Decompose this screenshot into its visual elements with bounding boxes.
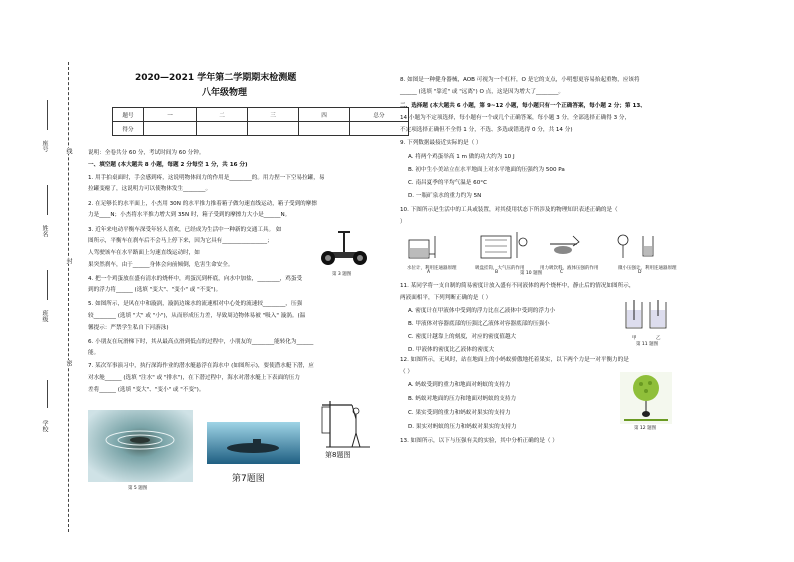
score-table-header: 四 xyxy=(299,108,350,122)
school-label: 学校 xyxy=(41,420,48,432)
q-line: 1. 用手拍桌面时，手会感到疼，这说明物体间力的作用是________的。用力捏一下空易拉罐，易 xyxy=(88,175,325,181)
q-line: 到的浮力将______ (选填 "变大"、"变小" 或 "不变")。 xyxy=(88,287,222,293)
q9-option: B. 初中生小美站立在水平地面上对水平地面的压强约为 500 Pa xyxy=(408,167,565,173)
q9-option: D. 一瓶矿泉水的重力约为 5N xyxy=(408,193,482,199)
q12-fig-caption: 第 12 题图 xyxy=(634,426,657,431)
q10-caption-d: 微小压强计，利用连通器原理 xyxy=(618,266,677,271)
instructions: 说明：全卷共分 60 分，考试时间为 60 分钟。 xyxy=(88,150,205,156)
fitness-device-figure xyxy=(318,393,374,451)
q12-option: B. 蚂蚁对地面的压力和地面对蚂蚁的支持力 xyxy=(408,396,517,402)
exam-title: 2020—2021 学年第二学期期末检测题 xyxy=(135,73,297,83)
q12-option: D. 果实对蚂蚁的压力和蚂蚁对果实的支持力 xyxy=(408,424,517,430)
seal-mi: 密 xyxy=(65,360,72,366)
q11-option: A. 密度计在甲液体中受到的浮力比在乙液体中受到的浮力小 xyxy=(408,308,556,314)
q-line: 3. 近年来电动平衡车深受年轻人喜欢，已经成为生活中一种新的交通工具。 如 xyxy=(88,227,282,233)
score-table xyxy=(112,107,409,136)
q-line: 4. 把一个鸡蛋放在盛有清水的烧杯中，鸡蛋沉到杯底，向水中加盐，________，鸡蛋受 xyxy=(88,276,303,282)
q-line: 对水舱______ (选填 "注水" 或 "排水")，在下潜过程中，海水对潜水艇上下表面的压力 xyxy=(88,375,300,381)
q11-label-jia: 甲 xyxy=(632,336,637,341)
q-line: 图所示，平衡车在刹车后不会马上停下来，因为它具有________________； xyxy=(88,238,273,244)
seal-xian: 线 xyxy=(65,148,72,154)
name-label: 姓名 xyxy=(41,225,48,237)
score-cell[interactable] xyxy=(144,122,197,136)
q8-line: 8. 如图是一种健身器械，AOB 可视为一个杠杆，O 是它的支点，小明想更容易抬起重物，应该将 xyxy=(400,77,640,83)
q11-option: D. 甲液体的密度比乙液体的密度大 xyxy=(408,347,495,353)
q10-letter-d: D xyxy=(638,270,642,275)
school-blank xyxy=(47,380,48,408)
q-line: 能。 xyxy=(88,350,100,356)
q10-fig-caption: 第 10 题图 xyxy=(520,271,543,276)
section2-heading: 14 小题为不定项选择，每小题有一个或几个正确答案，每小题 3 分，全部选择正确得 3 分， xyxy=(400,115,631,121)
score-table-header: 总分 xyxy=(350,108,409,122)
name-blank xyxy=(47,185,48,215)
q11-option: B. 甲液体对容器底部的压强比乙液体对容器底部的压强小 xyxy=(408,321,550,327)
q10-letter-a: A xyxy=(427,270,431,275)
q-line: 馨提示：严禁学生私自下河游泳) xyxy=(88,325,169,331)
q-line: 2. 在足够长的水平面上，小杰用 30N 的水平推力推着箱子做匀速直线运动，箱子受到的摩擦 xyxy=(88,201,317,207)
q12-stem: （ ） xyxy=(400,369,413,375)
q10-stem: 10. 下图所示是生活中的工具或装置，对其使用状态下所涉及的物理知识表述正确的是（ xyxy=(400,207,618,213)
q-line: 果突然刹车，由于______身体会向前倾倒，危害生命安全。 xyxy=(88,262,234,268)
density-meter-figure xyxy=(622,298,672,334)
q-line: 差将______ (选填 "变大"、"变小" 或 "不变")。 xyxy=(88,387,205,393)
q11-fig-caption: 第 11 题图 xyxy=(636,342,659,347)
q-line: 较________ (选填 "大" 或 "小")，从而形成压力差，导致周边物体易被 "吸入" 漩涡。(温 xyxy=(88,313,306,319)
q12-stem: 12. 如图所示，无风时，站在地面上的小蚂蚁骄傲地托着果实，以下两个力是一对平衡力的是 xyxy=(400,357,629,363)
score-table-header: 三 xyxy=(248,108,299,122)
q11-stem: 两液面相平，下列判断正确的是（ ） xyxy=(400,295,492,301)
q9-option: A. 将两个鸡蛋举高 1 m 做的功大约为 10 J xyxy=(408,154,515,160)
q11-stem: 11. 某同学将一支自制的简易密度计放入盛有不同液体的两个烧杯中，静止后的情况如图所示， xyxy=(400,283,635,289)
q-line: 5. 如图所示，是风在中和漩涡，漩涡边缘水的流速相对中心处的流速较________，压强 xyxy=(88,301,303,307)
q11-label-yi: 乙 xyxy=(656,336,661,341)
class-blank xyxy=(47,270,48,300)
section2-heading: 二、选择题 (本大题共 6 小题，第 9~12 小题，每小题只有一个正确答案，每小题 2 分；第 13、 xyxy=(400,103,646,109)
score-table-header: 二 xyxy=(197,108,248,122)
balance-scooter-figure xyxy=(318,228,368,270)
q-line: 7. 某次军事演习中，执行深海作业的潜水艇悬浮在海水中 (如图所示)，要使潜水艇下潜，应 xyxy=(88,363,314,369)
class-label: 班级 xyxy=(41,310,48,322)
q-line: 6. 小朋友在玩滑梯下时，其从最高点滑到低点的过程中，小朋友的________能转化为______ xyxy=(88,339,314,345)
score-cell[interactable] xyxy=(197,122,248,136)
seat-blank xyxy=(47,100,48,130)
fig8-caption: 第8题图 xyxy=(325,451,351,459)
q10-caption-a: 水位计，利用连通器原理 xyxy=(407,266,457,271)
q10-letter-c: C xyxy=(560,270,564,275)
binding-line xyxy=(68,62,69,532)
ant-fruit-figure xyxy=(620,372,672,424)
q9-stem: 9. 下列数据最接近实际的是（ ） xyxy=(400,140,482,146)
q-line: 人驾驶该车在水平路面上匀速直线运动时，如 xyxy=(88,250,200,256)
fig7-caption: 第7题图 xyxy=(232,474,265,484)
exam-subject: 八年级物理 xyxy=(202,88,248,98)
score-cell[interactable] xyxy=(248,122,299,136)
score-table-header: 题号 xyxy=(113,108,144,122)
q9-option: C. 南昌夏季的平均气温是 60°C xyxy=(408,180,487,186)
q13-stem: 13. 如图所示，以下与压强有关的实验，其中分析正确的是（ ） xyxy=(400,438,558,444)
q10-figure xyxy=(405,230,670,264)
score-table-header-row xyxy=(113,108,409,122)
q-line: 拉罐变瘪了，这说明力可以使物体发生________。 xyxy=(88,186,212,192)
q-line: 力是____N；小杰将水平推力增大到 35N 时，箱子受到的摩擦力大小是______N。 xyxy=(88,212,291,218)
seal-feng: 封 xyxy=(65,258,72,264)
submarine-figure xyxy=(207,422,300,464)
seat-label: 座号 xyxy=(41,140,48,152)
score-cell[interactable] xyxy=(299,122,350,136)
score-table-header: 一 xyxy=(144,108,197,122)
q11-option: C. 密度计越靠上的刻度，对应的密度值越大 xyxy=(408,334,517,340)
score-row-label: 得分 xyxy=(113,122,144,136)
section1-heading: 一、填空题 (本大题共 8 小题，每题 2 分每空 1 分，共 16 分) xyxy=(88,162,248,168)
q10-caption-c: 用力吸饮料，液体压强的作用 xyxy=(540,266,599,271)
section2-heading: 不定项选择正确但不全得 1 分，不选、多选或错选得 0 分，共 14 分) xyxy=(400,127,573,133)
q10-stem: ） xyxy=(400,219,406,225)
q10-caption-b: 吸盘挂钩，大气压的作用 xyxy=(475,266,525,271)
fig5-caption: 第 5 题图 xyxy=(128,486,148,491)
whirlpool-figure xyxy=(88,410,193,482)
q12-option: A. 蚂蚁受到的重力和地面对蚂蚁的支持力 xyxy=(408,382,511,388)
q8-line: ______ (选填 "靠近" 或 "远离") O 点，这是因为增大了________。 xyxy=(400,89,564,95)
q10-letter-b: B xyxy=(495,270,499,275)
fig3-caption: 第 3 题图 xyxy=(332,272,352,277)
q12-option: C. 果实受到的重力和蚂蚁对果实的支持力 xyxy=(408,410,511,416)
score-table-score-row xyxy=(113,122,409,136)
